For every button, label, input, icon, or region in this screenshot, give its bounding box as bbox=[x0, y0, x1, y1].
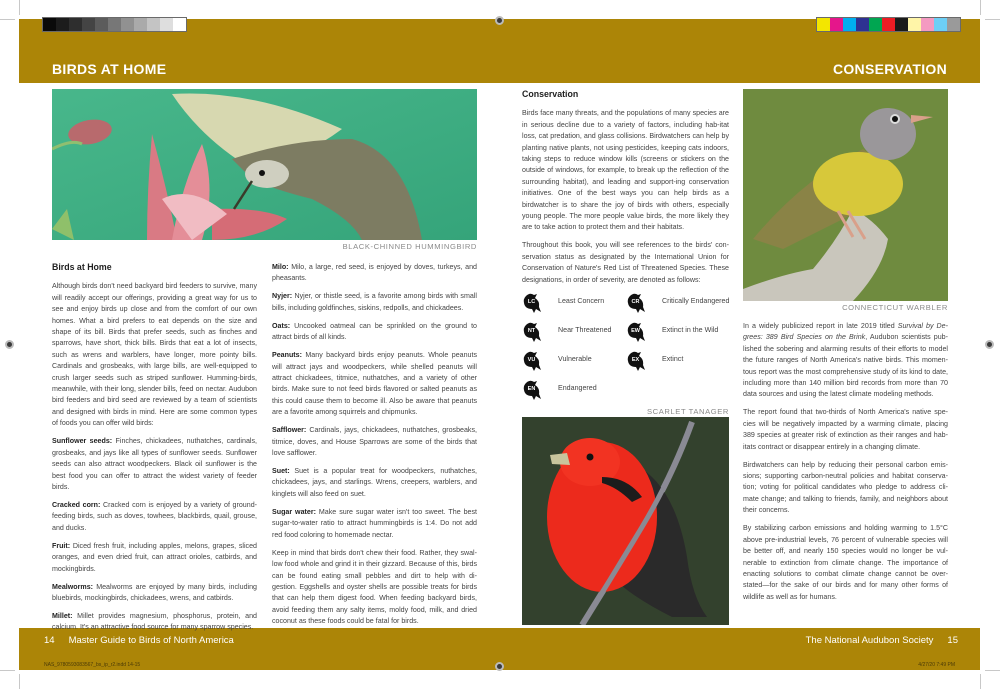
food-description: Nyjer, or thistle seed, is a favorite among birds with small bills, including goldfinches, siskins, redpolls, and chickadees. bbox=[272, 292, 477, 312]
crop-mark bbox=[19, 674, 20, 689]
food-term: Fruit: bbox=[52, 541, 71, 550]
birds-at-home-heading: Birds at Home bbox=[52, 262, 112, 272]
registration-mark-icon bbox=[495, 662, 504, 671]
tanager-caption: SCARLET TANAGER bbox=[646, 407, 729, 416]
status-label: Least Concern bbox=[558, 297, 605, 306]
bird-status-icon bbox=[522, 379, 542, 399]
status-item-en bbox=[522, 380, 626, 399]
report-findings-paragraph: The report found that two-thirds of North America's native spe-cies will be negatively impacted by a warming climate, placing 389 species at greater risk of extinction as their ranges and hab-itats contract or disappear entirely in a changing climate. bbox=[743, 408, 948, 451]
hummingbird-photo bbox=[52, 89, 477, 240]
registration-mark-icon bbox=[495, 16, 504, 25]
right-page-number: 15 bbox=[947, 635, 958, 646]
food-term: Cracked corn: bbox=[52, 500, 101, 509]
intro-paragraph: Although birds don't need backyard bird feeders to survive, many will readily accept our offerings, providing a great way for us to see and enjoy birds up close and from the comfort of our own homes. What a bird prefers to eat depends on the size and shape of its bill. Birds that prefer seeds, such as finches and sparrows, have short, thick bills. Birds that eat a lot of insects, such as wrens and warblers, have longer, more pointy bills. Cardinals and grosbeaks, with large bills, are well-equipped to crush larger seeds such as striped sunflower. Humming-birds, meanwhile, with their long, slender bills, feed on nectar. Audubon bird feeders and bird seed are reviewed by a team of scientists and designed with birds in mind. Here are some common types of foods you can offer wild birds: bbox=[52, 282, 257, 428]
food-term: Oats: bbox=[272, 321, 291, 330]
color-swatch bbox=[921, 18, 934, 31]
publisher-name: The National Audubon Society bbox=[805, 635, 934, 646]
color-swatch bbox=[908, 18, 921, 31]
food-description: Finches, chickadees, nuthatches, cardinals, grosbeaks, and jays like all types of sunflower seeds. Sunflower seeds can also attract woodpeckers. Black oil sunflower is the best food you can offer to attract the widest variety of feeder birds. bbox=[52, 437, 257, 491]
food-term: Sunflower seeds: bbox=[52, 437, 113, 446]
food-entry bbox=[272, 425, 477, 459]
cmyk-color-bar bbox=[816, 17, 961, 32]
color-swatch bbox=[108, 18, 121, 31]
status-item-ew bbox=[626, 322, 736, 341]
food-term: Millet: bbox=[52, 611, 73, 620]
right-footer bbox=[806, 635, 958, 646]
crop-mark bbox=[0, 19, 15, 20]
crop-mark bbox=[985, 670, 1000, 671]
food-term: Milo: bbox=[272, 263, 289, 271]
status-item-lc bbox=[522, 293, 626, 312]
report-title: Survival by De-grees: 389 Bird Species on the Brink bbox=[743, 322, 948, 342]
right-section-title: CONSERVATION bbox=[832, 61, 947, 77]
food-term: Suet: bbox=[272, 467, 290, 476]
status-code: LC bbox=[527, 299, 536, 306]
color-swatch bbox=[856, 18, 869, 31]
food-description: Cracked corn is enjoyed by a variety of ground-feeding birds, such as doves, towhees, blackbirds, quail, grouse, and ducks. bbox=[52, 500, 258, 532]
food-description: Mealworms are enjoyed by many birds, including bluebirds, mockingbirds, chickadees, wrens, and catbirds. bbox=[52, 582, 257, 602]
food-entry bbox=[52, 582, 257, 605]
color-swatch bbox=[882, 18, 895, 31]
food-description: Many backyard birds enjoy peanuts. Whole peanuts will attract jays and woodpeckers, while shelled peanuts will attract chickadees, titmice, nuthatches, and a variety of other birds. Make sure to not feed birds flavored or salted peanuts as this could cause them to become ill. Also be aware that peanuts are a favorite among squirrels and chipmunks. bbox=[272, 351, 477, 417]
hummingbird-caption: BLACK-CHINNED HUMMINGBIRD bbox=[342, 242, 477, 251]
food-description: Suet is a popular treat for woodpeckers, nuthatches, chickadees, jays, and starlings. Wrens, creepers, warblers, and kinglets will also feed on suet. bbox=[272, 467, 477, 498]
status-item-ex bbox=[626, 351, 736, 370]
print-timestamp: 4/27/20 7:49 PM bbox=[918, 662, 955, 668]
status-item-cr bbox=[626, 293, 736, 312]
left-footer bbox=[44, 635, 234, 646]
left-page-number: 14 bbox=[44, 635, 55, 646]
warbler-caption: CONNECTICUT WARBLER bbox=[842, 303, 948, 312]
color-swatch bbox=[43, 18, 56, 31]
color-swatch bbox=[173, 18, 186, 31]
connecticut-warbler-photo bbox=[743, 89, 948, 301]
food-description: Diced fresh fruit, including apples, melons, grapes, sliced oranges, and even dried fruit, can attract orioles, catbirds, and mockingbirds. bbox=[52, 541, 257, 573]
food-entry bbox=[272, 350, 477, 418]
status-item-nt bbox=[522, 322, 626, 341]
conservation-heading: Conservation bbox=[522, 89, 579, 99]
status-item-vu bbox=[522, 351, 626, 370]
status-code: EX bbox=[631, 357, 640, 364]
food-description: Cardinals, jays, chickadees, nuthatches, grosbeaks, titmice, doves, and House Sparrows are some of the birds that love safflower. bbox=[272, 426, 477, 458]
color-swatch bbox=[934, 18, 947, 31]
registration-mark-icon bbox=[5, 340, 14, 349]
status-label: Vulnerable bbox=[558, 355, 592, 364]
status-label: Extinct in the Wild bbox=[662, 326, 719, 335]
iucn-paragraph: Throughout this book, you will see references to the birds' con-servation status as designated by the International Union for Conservation of Nature's Red List of Threatened Species. These designations, in order of severity, are denoted as follows: bbox=[522, 241, 729, 284]
crop-mark bbox=[980, 674, 981, 689]
grayscale-color-bar bbox=[42, 17, 187, 32]
color-swatch bbox=[95, 18, 108, 31]
food-description: Milo, a large, red seed, is enjoyed by doves, turkeys, and pheasants. bbox=[272, 263, 477, 283]
status-label: Critically Endangered bbox=[662, 297, 730, 306]
color-swatch bbox=[817, 18, 830, 31]
food-entry bbox=[52, 611, 257, 634]
left-column-2 bbox=[272, 262, 477, 634]
bird-status-icon bbox=[522, 321, 542, 341]
right-column-2 bbox=[743, 321, 948, 610]
status-code: EN bbox=[527, 386, 536, 393]
food-term: Peanuts: bbox=[272, 351, 302, 360]
color-swatch bbox=[160, 18, 173, 31]
registration-mark-icon bbox=[985, 340, 994, 349]
book-title: Master Guide to Birds of North America bbox=[68, 635, 234, 646]
food-description: Millet provides magnesium, phosphorus, protein, and calcium. It's an attractive food source for many sparrow species. bbox=[52, 611, 257, 632]
color-swatch bbox=[843, 18, 856, 31]
color-swatch bbox=[869, 18, 882, 31]
food-entry bbox=[52, 500, 257, 534]
how-to-help-paragraph: Birdwatchers can help by reducing their personal carbon emis-sions; supporting carbon-neutral policies and habitat conserva-tion; voting for political candidates who pledge to address cli-mate change; and talking to friends, family, and neighbors about their concerns. bbox=[743, 460, 948, 515]
crop-mark bbox=[19, 0, 20, 15]
bird-status-icon bbox=[522, 350, 542, 370]
food-term: Nyjer: bbox=[272, 292, 293, 301]
color-swatch bbox=[147, 18, 160, 31]
status-code: EW bbox=[631, 328, 640, 335]
left-section-title: BIRDS AT HOME bbox=[52, 61, 167, 77]
left-column-1 bbox=[52, 262, 257, 640]
threats-paragraph: Birds face many threats, and the populations of many species are in serious decline due to a variety of factors, including hab-itat loss, cat predation, and glass collisions. Birdwatchers can help by planting native plants, not using pesticides, keeping cats indoors, taking steps to reduce window kills (screens or stickers on the outside of windows, for example, to break up the reflection of the surrounding habitat), and leading and support-ing conservation initiatives. One of the best ways you can help birds as a birdwatcher is to share the joy of birds with others, especially young people. The more people value birds, the more likely they are to take action to protect them and their habitats. bbox=[522, 109, 729, 232]
color-swatch bbox=[830, 18, 843, 31]
food-entry bbox=[272, 262, 477, 285]
status-code: CR bbox=[631, 299, 640, 306]
color-swatch bbox=[895, 18, 908, 31]
food-entry bbox=[272, 466, 477, 500]
food-term: Sugar water: bbox=[272, 507, 316, 516]
climate-stabilization-paragraph: By stabilizing carbon emissions and holding warming to 1.5°C above pre-industrial levels, 76 percent of vulnerable species will be better off, and nearly 150 species would no longer be vul-nerable to extinction from climate change. The importance of enacting solutions to combat climate change cannot be over-stated—for the sake of our birds and for many other forms of wildlife as well as for humans. bbox=[743, 524, 948, 601]
status-label: Near Threatened bbox=[558, 326, 612, 335]
print-slug: NAS_9780593083567_bs_ip_r2.indd 14-15 bbox=[44, 662, 141, 668]
bird-status-icon bbox=[626, 321, 646, 341]
scarlet-tanager-photo bbox=[522, 417, 729, 625]
closing-paragraph: Keep in mind that birds don't chew their food. Rather, they swal-low food whole and grind it in their gizzard. Because of this, birds can be found eating small pebbles and dirt to help with di-gestion. Eggshells and oyster shells are possible treats for birds that can help them digest food. When feeding backyard birds, avoid feeding them any salty items, moldy food, milk, and dried coconut as these foods could be fatal for birds. bbox=[272, 548, 477, 626]
status-label: Endangered bbox=[558, 384, 597, 393]
survival-report-paragraph: In a widely publicized report in late 2019 titled Survival by De-grees: 389 Bird Species on the Brink, Audubon scientists pub-lished the sobering and alarming results of their efforts to model the future ranges of North America's native birds. This momen-tous report was the most comprehensive study of its kind to date, including more than 140 million bird records from more than 70 data sources and using the latest climate modeling methods. bbox=[743, 322, 948, 399]
color-swatch bbox=[82, 18, 95, 31]
food-entry bbox=[52, 541, 257, 575]
color-swatch bbox=[134, 18, 147, 31]
food-entry bbox=[272, 291, 477, 314]
food-description: Make sure sugar water isn't too sweet. The best sugar-to-water ratio to attract hummingbirds is 1:4. Do not add red food coloring to homemade nectar. bbox=[272, 507, 477, 539]
crop-mark bbox=[985, 19, 1000, 20]
food-term: Safflower: bbox=[272, 426, 307, 435]
crop-mark bbox=[980, 0, 981, 15]
food-entry bbox=[272, 321, 477, 344]
food-entry bbox=[272, 507, 477, 541]
bird-status-icon bbox=[626, 292, 646, 312]
color-swatch bbox=[121, 18, 134, 31]
color-swatch bbox=[947, 18, 960, 31]
color-swatch bbox=[69, 18, 82, 31]
conservation-status-legend bbox=[522, 293, 729, 399]
food-entry bbox=[52, 436, 257, 493]
food-term: Mealworms: bbox=[52, 582, 93, 591]
status-code: NT bbox=[527, 328, 536, 335]
bird-status-icon bbox=[626, 350, 646, 370]
food-description: Uncooked oatmeal can be sprinkled on the ground to attract birds of all kinds. bbox=[272, 321, 477, 342]
status-code: VU bbox=[527, 357, 536, 364]
color-swatch bbox=[56, 18, 69, 31]
right-column-1 bbox=[522, 89, 729, 399]
bird-status-icon bbox=[522, 292, 542, 312]
crop-mark bbox=[0, 670, 15, 671]
status-label: Extinct bbox=[662, 355, 684, 364]
